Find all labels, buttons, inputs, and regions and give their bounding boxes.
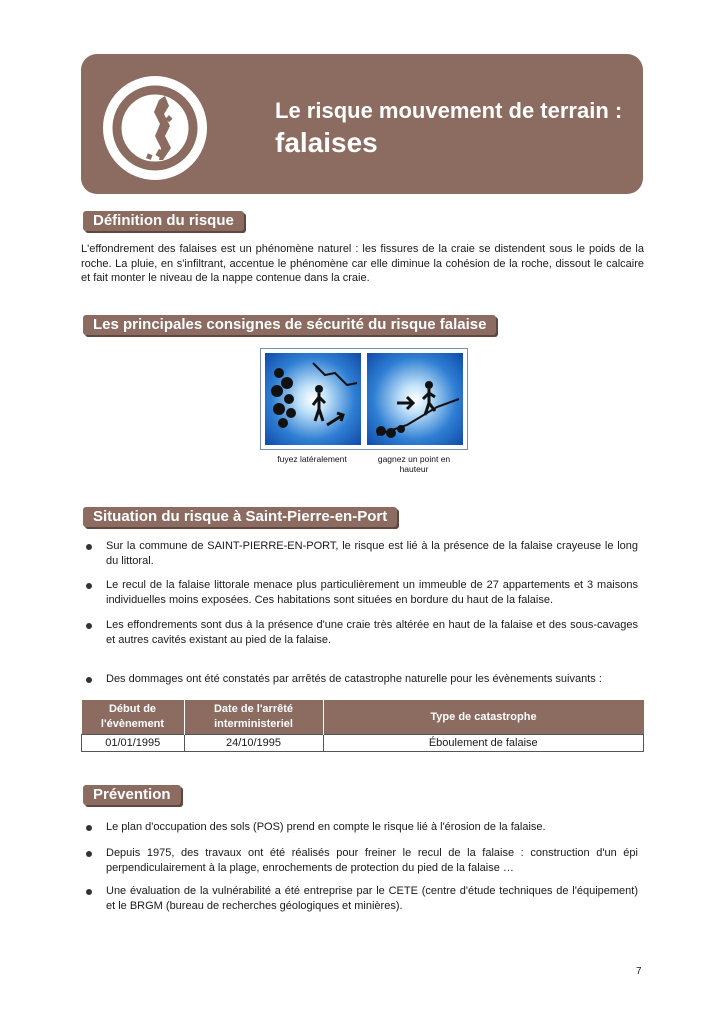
bullet-icon <box>86 544 92 550</box>
table-header-row <box>82 700 644 735</box>
table-cell: Éboulement de falaise <box>323 735 644 752</box>
list-item <box>86 884 638 914</box>
list-item <box>86 578 638 608</box>
climb-high-point-icon <box>367 353 463 445</box>
section-heading-definition: Définition du risque <box>83 211 244 231</box>
table-cell: 24/10/1995 <box>184 735 323 752</box>
list-item <box>86 539 638 569</box>
list-item-text: Des dommages ont été constatés par arrêtés de catastrophe naturelle pour les évènements suivants : <box>106 673 602 685</box>
page-number: 7 <box>636 966 642 977</box>
page-subtitle: falaises <box>275 127 378 158</box>
list-item <box>86 846 638 876</box>
section-heading-situation: Situation du risque à Saint-Pierre-en-Port <box>83 507 397 527</box>
header-banner <box>81 54 643 194</box>
table-row <box>82 735 644 752</box>
list-item-text: Une évaluation de la vulnérabilité a été entreprise par le CETE (centre d'étude techniques de l'équipement) et le BRGM (bureau de recherches géologiques et minières). <box>106 885 638 912</box>
column-header-arrete: Date de l'arrêté interministeriel <box>184 700 323 735</box>
bullet-icon <box>86 825 92 831</box>
picto-caption-flee: fuyez latéralement <box>277 454 347 464</box>
cliff-logo-icon <box>103 76 207 180</box>
bullet-icon <box>86 583 92 589</box>
table-cell: 01/01/1995 <box>82 735 185 752</box>
list-item <box>86 820 638 836</box>
list-item-text: Le recul de la falaise littorale menace plus particulièrement un immeuble de 27 appartements et 3 maisons individuelles moins exposées. Ces habitations sont situées en bordure du haut de la falaise. <box>106 579 638 606</box>
safety-pictograms <box>260 348 468 450</box>
definition-text: L'effondrement des falaises est un phénomène naturel : les fissures de la craie se distendent sous le poids de la roche. La pluie, en s'infiltrant, accentue le phénomène car elle diminue la cohésion de la roche, dissout le calcaire et fait monter le niveau de la nappe contenue dans la craie. <box>81 243 644 284</box>
column-header-debut: Début de l'évènement <box>82 700 185 735</box>
section-heading-consignes: Les principales consignes de sécurité du risque falaise <box>83 315 496 335</box>
column-header-type: Type de catastrophe <box>323 700 644 735</box>
catastrophe-table <box>81 700 644 752</box>
list-item-text: Le plan d'occupation des sols (POS) prend en compte le risque lié à l'érosion de la falaise. <box>106 821 546 833</box>
picto-caption-climb: gagnez un point en hauteur <box>377 454 451 474</box>
bullet-icon <box>86 889 92 895</box>
section-heading-prevention: Prévention <box>83 785 181 805</box>
list-item <box>86 672 638 688</box>
bullet-icon <box>86 623 92 629</box>
list-item-text: Les effondrements sont dus à la présence d'une craie très altérée en haut de la falaise et des sous-cavages et autres cavités existant au pied de la falaise. <box>106 619 638 646</box>
page-title: Le risque mouvement de terrain : <box>275 98 623 123</box>
bullet-icon <box>86 677 92 683</box>
list-item-text: Depuis 1975, des travaux ont été réalisés pour freiner le recul de la falaise : construction d'un épi perpendiculairement à la plage, enrochements de protection du pied de la falaise … <box>106 847 638 874</box>
bullet-icon <box>86 851 92 857</box>
flee-sideways-icon <box>265 353 361 445</box>
list-item-text: Sur la commune de SAINT-PIERRE-EN-PORT, le risque est lié à la présence de la falaise crayeuse le long du littoral. <box>106 540 638 567</box>
list-item <box>86 618 638 648</box>
